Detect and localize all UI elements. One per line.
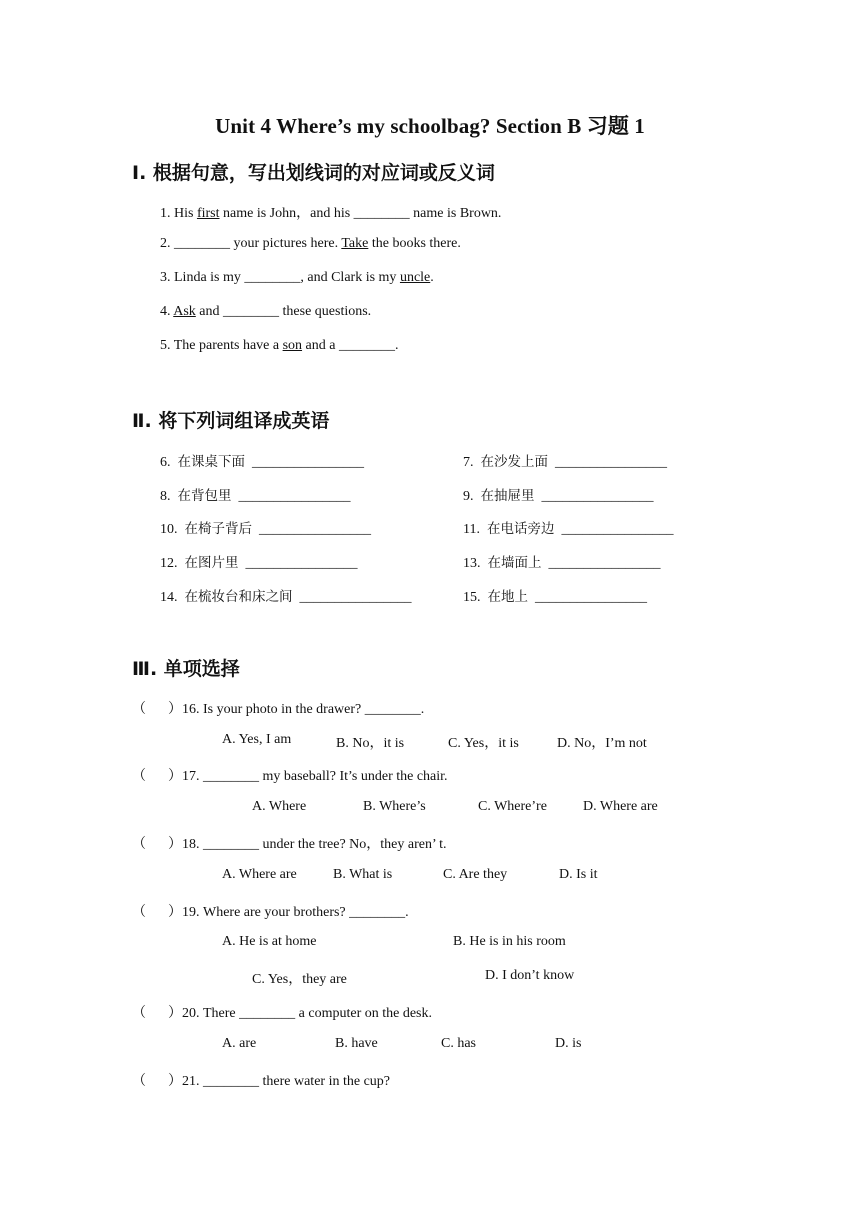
s2-item-14-blank: ________________	[299, 590, 412, 605]
s1-item-5-pre: 5. The parents have a	[160, 338, 283, 353]
s2-item-10-num: 10.	[160, 522, 178, 537]
s1-item-4-underlined: Ask	[173, 304, 196, 319]
s1-item-2-pre: 2. ________ your pictures here.	[160, 236, 342, 251]
s2-item-7-num: 7.	[463, 455, 474, 470]
section2-heading: Ⅱ. 将下列词组译成英语	[132, 410, 330, 432]
s2-item-12-blank: ________________	[245, 556, 358, 571]
s1-item-1-pre: 1. His	[160, 206, 197, 221]
s2-item-7-blank: ________________	[555, 455, 667, 470]
s2-item-9-text: 在抽屉里	[480, 488, 535, 504]
s2-item-14-num: 14.	[160, 590, 178, 605]
q20-option-a: A. are	[222, 1036, 257, 1051]
q20-stem: 20. There ________ a computer on the desk.	[182, 1006, 432, 1021]
s2-item-7	[463, 450, 667, 471]
s2-item-10-blank: ________________	[259, 522, 371, 537]
q19-option-a: A. He is at home	[222, 934, 317, 949]
s2-item-10	[160, 517, 371, 538]
q17-paren-close: ）	[168, 769, 182, 784]
s2-item-15-blank: ________________	[535, 590, 647, 605]
question-18	[132, 833, 447, 853]
q16-paren-open: （	[132, 702, 146, 717]
s2-item-15	[463, 585, 647, 606]
s1-item-1-post: name is John，and his ________ name is Brown.	[219, 206, 502, 221]
s1-item-1-underlined: first	[196, 206, 220, 221]
section3-heading: Ⅲ. 单项选择	[132, 658, 240, 680]
q16-stem: 16. Is your photo in the drawer? ________.	[182, 702, 425, 717]
q16-option-c: C. Yes，it is	[448, 736, 519, 751]
q19-paren-open: （	[132, 905, 146, 920]
s2-item-15-num: 15.	[463, 590, 481, 605]
q18-option-b: B. What is	[333, 867, 393, 882]
s2-item-11-blank: ________________	[561, 522, 674, 537]
section1-heading: Ⅰ. 根据句意，写出划线词的对应词或反义词	[132, 162, 495, 184]
s2-item-6-blank: ________________	[252, 455, 364, 470]
q19-option-d: D. I don’t know	[485, 968, 575, 983]
question-19	[132, 901, 409, 921]
q20-option-c: C. has	[441, 1036, 476, 1051]
s1-item-4	[160, 304, 371, 320]
page-title: Unit 4 Where’s my schoolbag? Section B 习题 1	[215, 114, 645, 138]
s1-item-3	[160, 270, 434, 286]
s2-item-12-text: 在图片里	[184, 555, 239, 571]
q18-option-c: C. Are they	[443, 867, 508, 882]
q20-option-b: B. have	[335, 1036, 378, 1051]
q16-option-a: A. Yes, I am	[222, 732, 292, 747]
q16-option-d: D. No，I’m not	[557, 736, 647, 751]
s2-item-10-text: 在椅子背后	[184, 521, 252, 537]
s1-item-3-pre: 3. Linda is my ________, and Clark is my	[160, 270, 400, 285]
s1-item-5-underlined: son	[282, 338, 303, 353]
q18-paren-open: （	[132, 837, 146, 852]
q19-paren-close: ）	[168, 905, 182, 920]
question-21	[132, 1070, 390, 1090]
s1-item-2-post: the books there.	[368, 236, 461, 251]
q16-option-b: B. No，it is	[336, 736, 405, 751]
q18-option-a: A. Where are	[222, 867, 297, 882]
q21-paren-close: ）	[168, 1074, 182, 1089]
s2-item-13-blank: ________________	[548, 556, 661, 571]
q18-paren-close: ）	[168, 837, 182, 852]
s1-item-5	[160, 338, 398, 354]
s1-item-2-underlined: Take	[341, 236, 369, 251]
s1-item-2	[160, 236, 461, 252]
question-16	[132, 698, 424, 718]
s1-item-4-pre: 4.	[160, 304, 174, 319]
q17-option-b: B. Where’s	[363, 799, 426, 814]
s2-item-8	[160, 484, 351, 505]
s1-item-4-post: and ________ these questions.	[195, 304, 372, 319]
s2-item-11-num: 11.	[463, 522, 480, 537]
s2-item-9	[463, 484, 654, 505]
q18-stem: 18. ________ under the tree? No，they aren’ t.	[182, 837, 447, 852]
s2-item-13-num: 13.	[463, 556, 481, 571]
q17-stem: 17. ________ my baseball? It’s under the chair.	[182, 769, 448, 784]
s2-item-6-text: 在课桌下面	[177, 454, 245, 470]
s2-item-7-text: 在沙发上面	[480, 454, 548, 470]
q17-paren-open: （	[132, 769, 146, 784]
s2-item-14-text: 在梳妆台和床之间	[184, 589, 293, 605]
s2-item-15-text: 在地上	[487, 589, 528, 605]
q20-paren-close: ）	[168, 1006, 182, 1021]
q17-option-d: D. Where are	[583, 799, 658, 814]
s1-item-3-post: .	[430, 270, 434, 285]
s2-item-6	[160, 450, 364, 471]
q16-paren-close: ）	[168, 702, 182, 717]
s1-item-3-underlined: uncle	[399, 270, 431, 285]
s2-item-9-num: 9.	[463, 489, 474, 504]
s2-item-6-num: 6.	[160, 455, 171, 470]
q18-option-d: D. Is it	[559, 867, 598, 882]
question-17	[132, 765, 448, 785]
s2-item-12	[160, 551, 358, 572]
s2-item-14	[160, 585, 412, 606]
q19-option-c: C. Yes，they are	[252, 972, 347, 987]
question-20	[132, 1002, 432, 1022]
q21-stem: 21. ________ there water in the cup?	[182, 1074, 390, 1089]
s2-item-11-text: 在电话旁边	[486, 521, 555, 537]
s2-item-12-num: 12.	[160, 556, 178, 571]
s2-item-9-blank: ________________	[541, 489, 654, 504]
s2-item-13-text: 在墙面上	[487, 555, 542, 571]
q20-option-d: D. is	[555, 1036, 582, 1051]
s2-item-8-blank: ________________	[238, 489, 351, 504]
s1-item-5-post: and a ________.	[302, 338, 399, 353]
q19-stem: 19. Where are your brothers? ________.	[182, 905, 409, 920]
s2-item-8-text: 在背包里	[177, 488, 232, 504]
s2-item-13	[463, 551, 661, 572]
s2-item-11	[463, 517, 673, 538]
s1-item-1	[160, 202, 501, 222]
q17-option-c: C. Where’re	[478, 799, 547, 814]
q21-paren-open: （	[132, 1074, 146, 1089]
s2-item-8-num: 8.	[160, 489, 171, 504]
q19-option-b: B. He is in his room	[453, 934, 566, 949]
q17-option-a: A. Where	[252, 799, 307, 814]
q20-paren-open: （	[132, 1006, 146, 1021]
